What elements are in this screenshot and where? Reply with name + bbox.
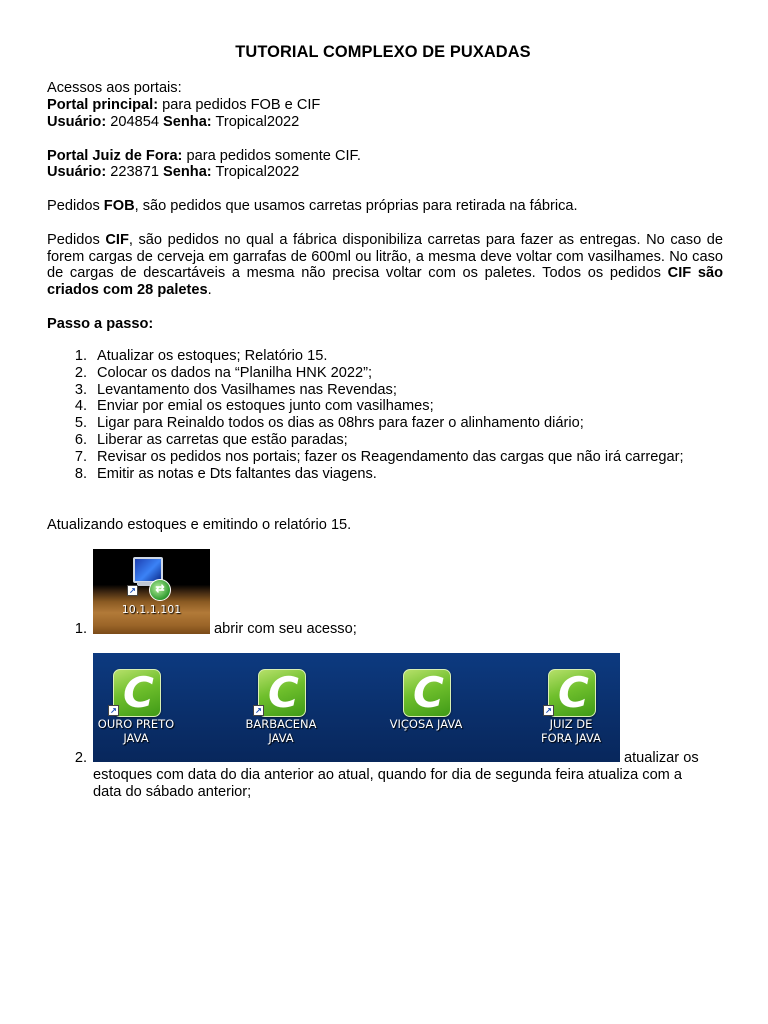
substep-text: abrir com seu acesso; <box>214 621 357 637</box>
step-number: 3. <box>74 381 87 398</box>
access-heading: Acessos aos portais: <box>47 80 182 96</box>
section2-heading: Atualizando estoques e emitindo o relatório 15. <box>47 517 352 533</box>
app-shortcut-ouro-preto <box>93 669 184 759</box>
step-number: 2. <box>74 364 87 381</box>
pass-label: Senha: <box>163 114 212 130</box>
shortcut-arrow-icon: ↗ <box>253 705 264 716</box>
app-icon: C <box>403 669 451 717</box>
java-app-shortcuts-image <box>93 653 620 762</box>
cif-pre: Pedidos <box>47 232 106 248</box>
step-number: 5. <box>74 415 87 432</box>
step-text: Atualizar os estoques; Relatório 15. <box>97 348 328 364</box>
shortcut-label: 10.1.1.101 <box>121 603 182 616</box>
cif-paragraph <box>47 232 723 299</box>
cif-term: CIF <box>105 232 129 248</box>
substep-number: 2. <box>74 750 87 766</box>
step-text: Levantamento dos Vasilhames nas Revendas; <box>97 381 397 398</box>
step-text: Revisar os pedidos nos portais; fazer os Reagendamento das cargas que não irá carregar; <box>97 448 684 465</box>
cif-body: , são pedidos no qual a fábrica disponibiliza carretas para fazer as entregas. No caso de forem cargas de cerveja em garrafas de 600ml ou litrão, a mesma deve voltar com vasilhames. No caso de cargas de descartáveis a mesma não precisa voltar com os paletes. Todos os pedidos <box>47 232 724 282</box>
app-icon: C <box>113 669 161 717</box>
portal-jf-user: 223871 <box>106 164 164 180</box>
substep-text-line3: data do sábado anterior; <box>93 784 252 800</box>
step-text: Liberar as carretas que estão paradas; <box>97 431 348 448</box>
app-shortcut-barbacena <box>233 669 329 759</box>
portal-main-credentials <box>47 114 299 131</box>
step-text: Colocar os dados na “Planilha HNK 2022”; <box>97 364 373 381</box>
substep-text-line2: estoques com data do dia anterior ao atual, quando for dia de segunda feira atualiza com a <box>93 767 683 783</box>
fob-post: , são pedidos que usamos carretas próprias para retirada na fábrica. <box>134 198 578 214</box>
portal-jf-line <box>47 148 361 165</box>
portal-main-label: Portal principal: <box>47 97 159 113</box>
shortcut-arrow-icon: ↗ <box>127 585 138 596</box>
step-number: 8. <box>74 465 87 482</box>
remote-desktop-shortcut-image <box>93 549 210 634</box>
portal-main-line <box>47 97 320 114</box>
user-label: Usuário: <box>47 164 107 180</box>
fob-paragraph <box>47 198 578 215</box>
portal-jf-credentials <box>47 164 299 181</box>
portal-main-pass: Tropical2022 <box>211 114 300 130</box>
portal-jf-label: Portal Juiz de Fora: <box>47 148 183 164</box>
step-number: 1. <box>74 348 87 364</box>
portal-jf-desc: para pedidos somente CIF. <box>182 148 361 164</box>
fob-term: FOB <box>103 198 135 214</box>
user-label: Usuário: <box>47 114 107 130</box>
shortcut-arrow-icon: ↗ <box>543 705 554 716</box>
substep-text-inline: atualizar os <box>624 750 699 766</box>
app-label: VIÇOSA JAVA <box>389 717 463 731</box>
substep-number: 1. <box>74 621 87 637</box>
step-number: 6. <box>74 431 87 448</box>
app-label: OURO PRETO JAVA <box>97 717 175 745</box>
app-icon: C <box>548 669 596 717</box>
step-text: Ligar para Reinaldo todos os dias as 08hrs para fazer o alinhamento diário; <box>97 415 584 432</box>
step-text: Emitir as notas e Dts faltantes das viagens. <box>97 465 377 482</box>
app-shortcut-vicosa <box>378 669 474 759</box>
app-label: JUIZ DE FORA JAVA <box>540 717 602 745</box>
pass-label: Senha: <box>163 164 212 180</box>
app-shortcut-juiz-de-fora <box>523 669 619 759</box>
step-number: 4. <box>74 398 87 415</box>
remote-connection-icon: ⇄ <box>149 579 171 601</box>
portal-jf-pass: Tropical2022 <box>211 164 300 180</box>
app-label: BARBACENA JAVA <box>245 717 317 745</box>
fob-pre: Pedidos <box>47 198 104 214</box>
cif-bold-tail: CIF são criados com 28 paletes <box>47 265 723 299</box>
document-title: TUTORIAL COMPLEXO DE PUXADAS <box>235 43 531 61</box>
app-icon: C <box>258 669 306 717</box>
portal-main-desc: para pedidos FOB e CIF <box>158 97 321 113</box>
step-text: Enviar por emial os estoques junto com vasilhames; <box>97 398 434 415</box>
shortcut-arrow-icon: ↗ <box>108 705 119 716</box>
steps-heading <box>47 316 153 333</box>
portal-main-user: 204854 <box>106 114 164 130</box>
step-number: 7. <box>74 448 87 465</box>
steps-heading-text: Passo a passo: <box>47 316 154 332</box>
cif-end: . <box>207 282 212 299</box>
